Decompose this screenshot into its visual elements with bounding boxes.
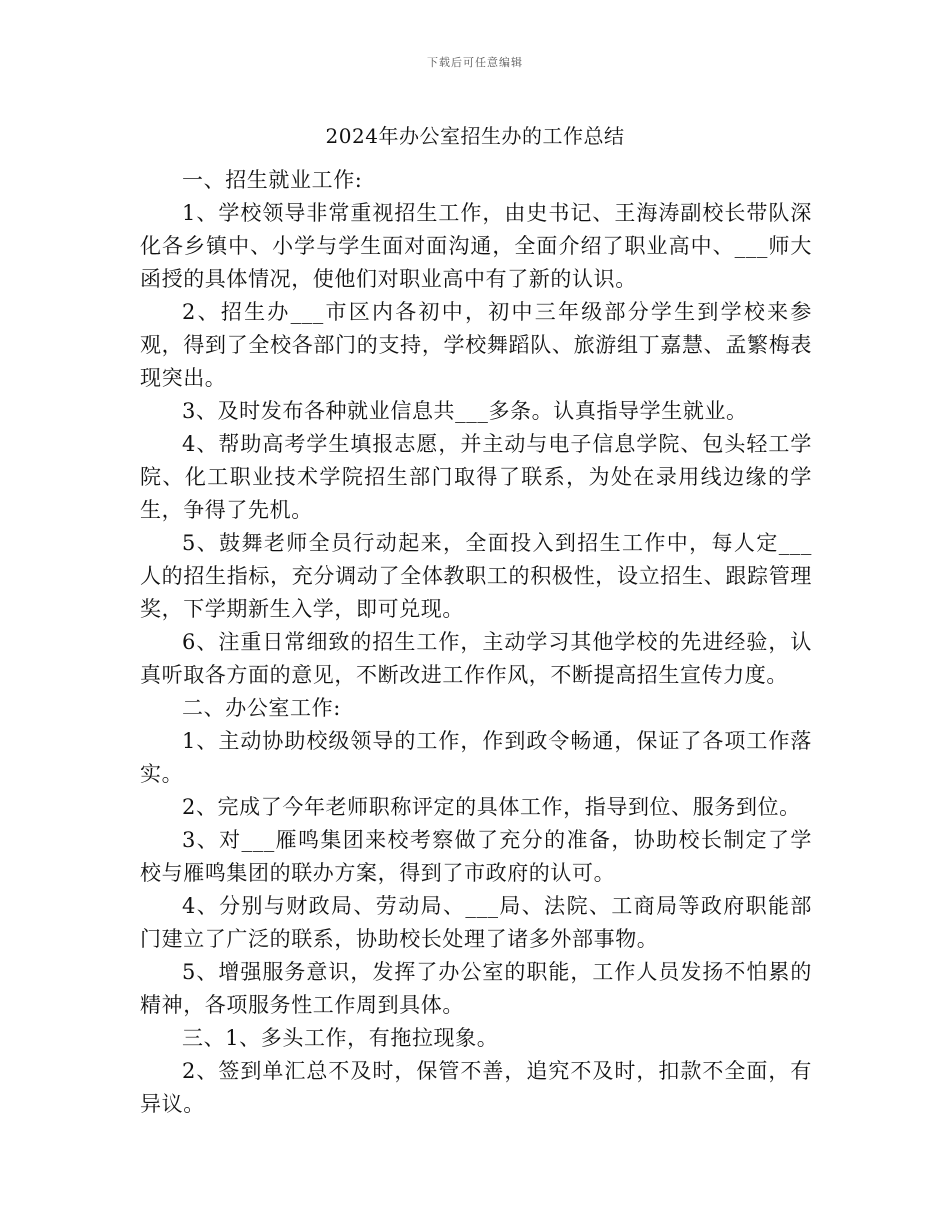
paragraph: 5、增强服务意识，发挥了办公室的职能，工作人员发扬不怕累的精神，各项服务性工作周到具体。 [140, 960, 812, 1017]
paragraph: 2、签到单汇总不及时，保管不善，追究不及时，扣款不全面，有异议。 [140, 1059, 812, 1116]
section-heading-3: 三、1、多头工作，有拖拉现象。 [182, 1026, 499, 1050]
document-body [140, 164, 812, 1121]
section-heading-2: 二、办公室工作: [182, 696, 341, 720]
paragraph: 4、分别与财政局、劳动局、___局、法院、工商局等政府职能部门建立了广泛的联系，协助校长处理了诸多外部事物。 [140, 894, 812, 951]
paragraph: 6、注重日常细致的招生工作，主动学习其他学校的先进经验，认真听取各方面的意见，不断改进工作作风，不断提高招生宣传力度。 [140, 630, 812, 687]
paragraph: 1、主动协助校级领导的工作，作到政令畅通，保证了各项工作落实。 [140, 729, 812, 786]
paragraph: 3、及时发布各种就业信息共___多条。认真指导学生就业。 [182, 399, 748, 423]
paragraph: 3、对___雁鸣集团来校考察做了充分的准备，协助校长制定了学校与雁鸣集团的联办方案，得到了市政府的认可。 [140, 828, 812, 885]
header-note: 下载后可任意编辑 [427, 56, 523, 69]
paragraph: 2、完成了今年老师职称评定的具体工作，指导到位、服务到位。 [182, 795, 801, 819]
paragraph: 5、鼓舞老师全员行动起来，全面投入到招生工作中，每人定___人的招生指标，充分调动了全体教职工的积极性，设立招生、跟踪管理奖，下学期新生入学，即可兑现。 [140, 531, 812, 621]
section-heading-1: 一、招生就业工作: [182, 168, 363, 192]
paragraph: 4、帮助高考学生填报志愿，并主动与电子信息学院、包头轻工学院、化工职业技术学院招生部门取得了联系，为处在录用线边缘的学生，争得了先机。 [140, 432, 812, 522]
paragraph: 2、招生办___市区内各初中，初中三年级部分学生到学校来参观，得到了全校各部门的支持，学校舞蹈队、旅游组丁嘉慧、孟繁梅表现突出。 [140, 300, 812, 390]
document-title: 2024年办公室招生办的工作总结 [325, 124, 625, 148]
paragraph: 1、学校领导非常重视招生工作，由史书记、王海涛副校长带队深化各乡镇中、小学与学生面对面沟通，全面介绍了职业高中、___师大函授的具体情况，使他们对职业高中有了新的认识。 [140, 201, 812, 291]
